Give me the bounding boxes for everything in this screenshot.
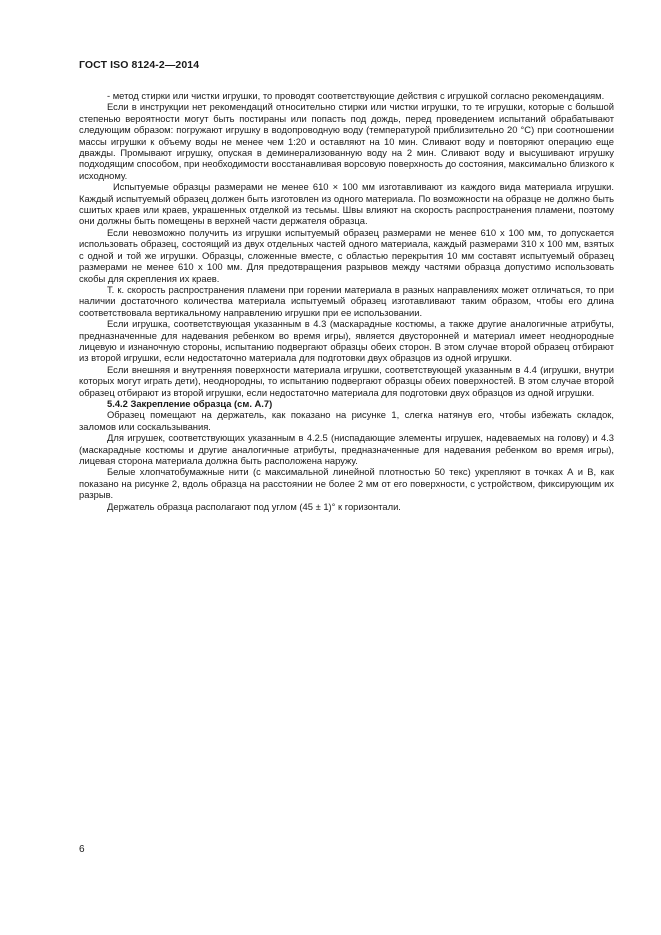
paragraph: Если игрушка, соответствующая указанным в 4.3 (маскарадные костюмы, а также другие аналогичные атрибуты, предназначенные для надевания ребенком во время игры), является двусторонней и материал имеет неоднородные лицевую и изнаночную стороны, испытанию подвергают образцы обеих сторон. В этом случае второй образец отбирают из второй игрушки, если недостаточно материала для подготовки двух образцов из одной игрушки.	[79, 318, 614, 364]
paragraph: Держатель образца располагают под углом (45 ± 1)° к горизонтали.	[107, 500, 401, 512]
paragraph: - метод стирки или чистки игрушки, то проводят соответствующие действия с игрушкой согласно рекомендациям.	[107, 90, 605, 101]
paragraph: Если внешняя и внутренняя поверхности материала игрушки, соответствующей указанным в 4.4 (игрушки, внутри которых могут играть дети), неоднородны, то испытанию подвергают образцы обеих поверхностей. В этом случае второй образец отбирают из второй игрушки, если недостаточно материала для подготовки двух образцов из одной игрушки.	[79, 363, 614, 398]
page-number: 6	[79, 844, 85, 855]
paragraph: Белые хлопчатобумажные нити (с максимальной линейной плотностью 50 текс) укрепляют в точках А и В, как показано на рисунке 2, вдоль образца на расстоянии не более 2 мм от его поверхности, с устройством, фиксирующим их разрыв.	[79, 466, 614, 501]
document-body	[79, 90, 614, 512]
paragraph: Испытуемые образцы размерами не менее 610 × 100 мм изготавливают из каждого вида материала игрушки. Каждый испытуемый образец должен быть изготовлен из одного материала. По возможности на образце не должно быть сшитых краев или краев, украшенных отделкой из тесьмы. Швы влияют на скорость распространения пламени, поэтому они должны быть помещены в верхней части держателя образца.	[79, 181, 614, 227]
paragraph: Т. к. скорость распространения пламени при горении материала в разных направлениях может отличаться, то при наличии достаточного количества материала испытуемый образец изготавливают таким образом, чтобы его длина соответствовала вертикальному направлению игрушки при ее использовании.	[79, 283, 614, 318]
section-heading: 5.4.2 Закрепление образца (см. А.7)	[107, 397, 273, 409]
paragraph: Если в инструкции нет рекомендаций относительно стирки или чистки игрушки, то те игрушки, которые с большой степенью вероятности могут быть постираны или попасть под дождь, перед проведением испытаний обрабатывают следующим образом: погружают игрушку в водопроводную воду (температурой приблизительно 20 °С) при соотношении массы игрушки к объему воды не менее чем 1:20 и оставляют на 10 мин. Сливают воду и повторяют операцию еще дважды. Промывают игрушку, опуская в деминерализованную воду на 2 мин. Сливают воду и высушивают игрушку подходящим способом, при необходимости восстанавливая ворсовую поверхность до состояния, максимально близкого к исходному.	[79, 101, 614, 181]
paragraph: Образец помещают на держатель, как показано на рисунке 1, слегка натянув его, чтобы избежать складок, заломов или соскальзывания.	[79, 409, 614, 432]
paragraph: Для игрушек, соответствующих указанным в 4.2.5 (ниспадающие элементы игрушек, надеваемых на голову) и 4.3 (маскарадные костюмы и другие аналогичные атрибуты, предназначенные для надевания ребенком во время игры), лицевая сторона материала должна быть расположена наружу.	[79, 432, 614, 466]
document-header: ГОСТ ISO 8124-2—2014	[79, 59, 200, 71]
paragraph: Если невозможно получить из игрушки испытуемый образец размерами не менее 610 х 100 мм, то допускается использовать образец, состоящий из двух отдельных частей одного материала, каждый размерами 310 х 100 мм, взятых с одной и той же игрушки. Образцы, сложенные вместе, с областью перекрытия 10 мм составят испытуемый образец размерами не менее 610 х 100 мм. Для предотвращения разрывов между частями образца допустимо использовать скобы для скрепления их краев.	[79, 226, 614, 284]
